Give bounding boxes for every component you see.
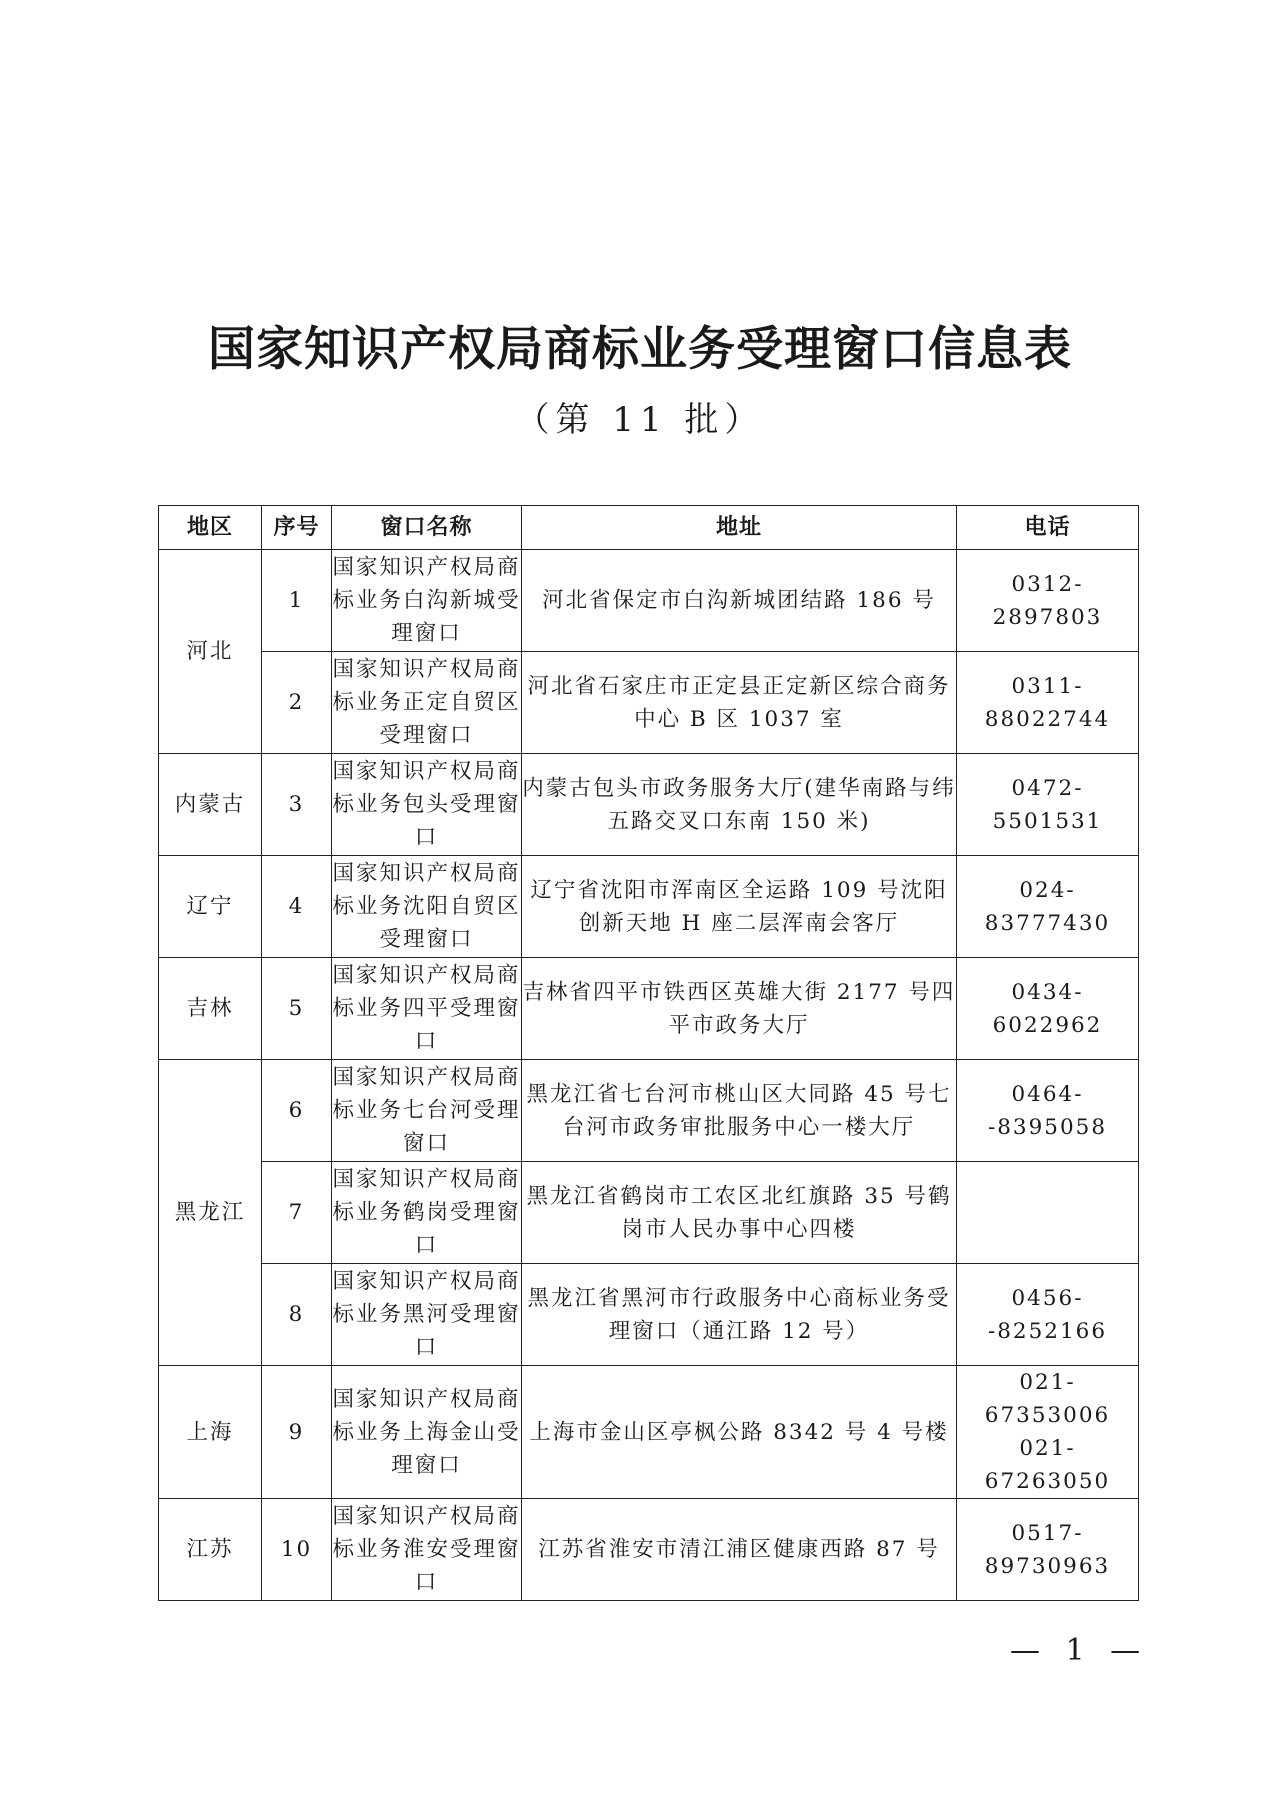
phone-cell: 0517-89730963	[957, 1499, 1139, 1601]
phone-cell: 0312-2897803	[957, 550, 1139, 652]
phone-cell: 0434-6022962	[957, 958, 1139, 1060]
address-cell: 江苏省淮安市清江浦区健康西路 87 号	[522, 1499, 957, 1601]
number-cell: 6	[262, 1060, 332, 1162]
page-number: — 1 —	[1010, 1633, 1149, 1668]
window-name-cell: 国家知识产权局商标业务淮安受理窗口	[332, 1499, 522, 1601]
address-cell: 黑龙江省鹤岗市工农区北红旗路 35 号鹤岗市人民办事中心四楼	[522, 1162, 957, 1264]
number-cell: 2	[262, 652, 332, 754]
window-name-cell: 国家知识产权局商标业务鹤岗受理窗口	[332, 1162, 522, 1264]
table-row	[159, 1499, 1139, 1601]
window-name-cell: 国家知识产权局商标业务七台河受理窗口	[332, 1060, 522, 1162]
phone-cell	[957, 1366, 1139, 1499]
phone-cell: 024-83777430	[957, 856, 1139, 958]
batch-subtitle: （第 11 批）	[515, 400, 765, 440]
table-row	[159, 1060, 1139, 1162]
table-row	[159, 958, 1139, 1060]
header-region: 地区	[159, 506, 262, 550]
window-name-cell: 国家知识产权局商标业务上海金山受理窗口	[332, 1366, 522, 1499]
table-row	[159, 1162, 1139, 1264]
phone-cell: 0311-88022744	[957, 652, 1139, 754]
number-cell: 10	[262, 1499, 332, 1601]
region-cell: 吉林	[159, 958, 262, 1060]
header-window-name: 窗口名称	[332, 506, 522, 550]
phone-cell: 0472-5501531	[957, 754, 1139, 856]
number-cell: 9	[262, 1366, 332, 1499]
table-row	[159, 1366, 1139, 1499]
table-row	[159, 550, 1139, 652]
number-cell: 1	[262, 550, 332, 652]
window-name-cell: 国家知识产权局商标业务白沟新城受理窗口	[332, 550, 522, 652]
table-row	[159, 856, 1139, 958]
window-name-cell: 国家知识产权局商标业务四平受理窗口	[332, 958, 522, 1060]
number-cell: 5	[262, 958, 332, 1060]
region-cell: 河北	[159, 550, 262, 754]
address-cell: 黑龙江省黑河市行政服务中心商标业务受理窗口（通江路 12 号）	[522, 1264, 957, 1366]
window-name-cell: 国家知识产权局商标业务正定自贸区受理窗口	[332, 652, 522, 754]
phone-cell: 0456--8252166	[957, 1264, 1139, 1366]
table-row	[159, 1264, 1139, 1366]
number-cell: 7	[262, 1162, 332, 1264]
table-header-row	[159, 506, 1139, 550]
header-address: 地址	[522, 506, 957, 550]
number-cell: 8	[262, 1264, 332, 1366]
address-cell: 上海市金山区亭枫公路 8342 号 4 号楼	[522, 1366, 957, 1499]
address-cell: 河北省石家庄市正定县正定新区综合商务中心 B 区 1037 室	[522, 652, 957, 754]
address-cell: 河北省保定市白沟新城团结路 186 号	[522, 550, 957, 652]
number-cell: 4	[262, 856, 332, 958]
address-cell: 黑龙江省七台河市桃山区大同路 45 号七台河市政务审批服务中心一楼大厅	[522, 1060, 957, 1162]
address-cell: 内蒙古包头市政务服务大厅(建华南路与纬五路交叉口东南 150 米)	[522, 754, 957, 856]
region-cell: 辽宁	[159, 856, 262, 958]
phone-line: 021-67353006	[984, 1370, 1111, 1428]
window-name-cell: 国家知识产权局商标业务黑河受理窗口	[332, 1264, 522, 1366]
number-cell: 3	[262, 754, 332, 856]
table-row	[159, 754, 1139, 856]
address-cell: 吉林省四平市铁西区英雄大街 2177 号四平市政务大厅	[522, 958, 957, 1060]
header-phone: 电话	[957, 506, 1139, 550]
phone-line: 021-67263050	[984, 1436, 1111, 1494]
address-cell: 辽宁省沈阳市浑南区全运路 109 号沈阳创新天地 H 座二层浑南会客厅	[522, 856, 957, 958]
phone-cell: 0464--8395058	[957, 1060, 1139, 1162]
region-cell: 内蒙古	[159, 754, 262, 856]
window-info-table	[158, 505, 1139, 1601]
region-cell: 黑龙江	[159, 1060, 262, 1366]
phone-cell	[957, 1162, 1139, 1264]
table-row	[159, 652, 1139, 754]
region-cell: 上海	[159, 1366, 262, 1499]
region-cell: 江苏	[159, 1499, 262, 1601]
window-name-cell: 国家知识产权局商标业务包头受理窗口	[332, 754, 522, 856]
header-number: 序号	[262, 506, 332, 550]
window-name-cell: 国家知识产权局商标业务沈阳自贸区受理窗口	[332, 856, 522, 958]
document-title: 国家知识产权局商标业务受理窗口信息表	[208, 322, 1072, 377]
